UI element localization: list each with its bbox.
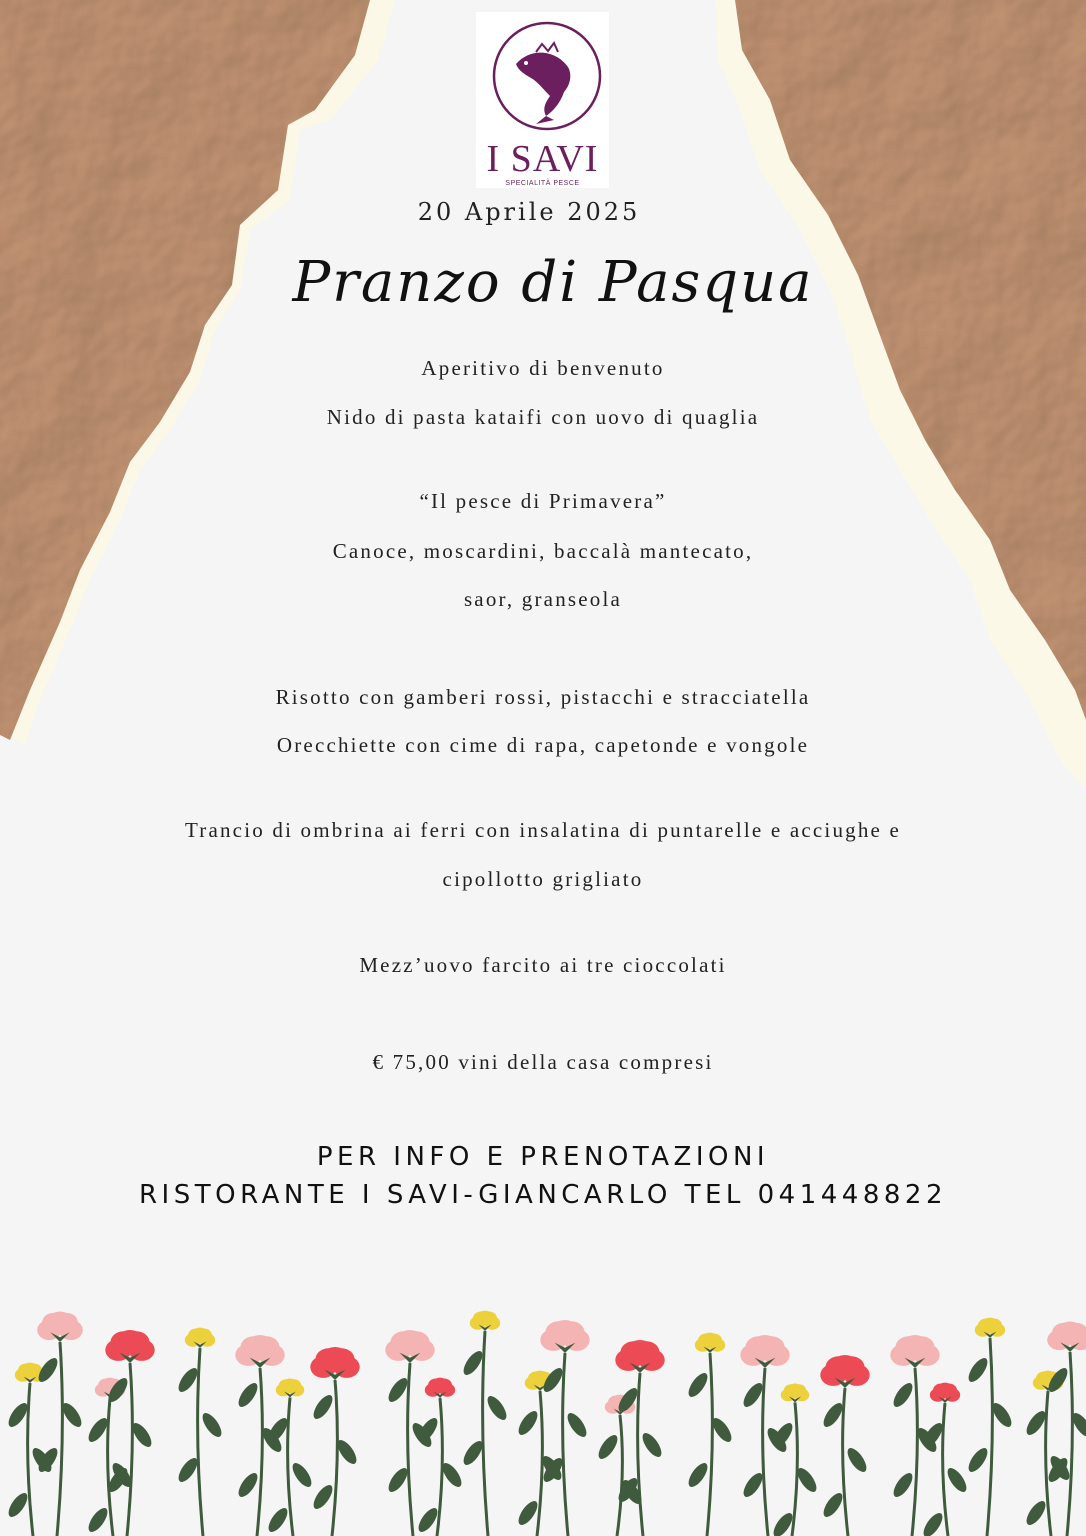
fish-logo-icon (476, 12, 609, 142)
flower-icon (35, 1312, 85, 1536)
menu-item: Mezz’uovo farcito ai tre cioccolati (359, 953, 727, 977)
menu-item: Canoce, moscardini, baccalà mantecato, (332, 539, 754, 563)
flower-icon (965, 1318, 1015, 1536)
flower-icon (515, 1371, 565, 1536)
logo (476, 12, 609, 188)
flower-icon (265, 1378, 315, 1536)
flower-icon (415, 1378, 465, 1536)
menu-item: Nido di pasta kataifi con uovo di quaglia (326, 405, 760, 429)
menu-item: cipollotto grigliato (442, 867, 644, 891)
menu-item: Trancio di ombrina ai ferri con insalatina di puntarelle e acciughe e (184, 818, 902, 842)
flower-icon (310, 1347, 360, 1536)
contact-phone: RISTORANTE I SAVI-GIANCARLO TEL 041448822 (138, 1180, 948, 1210)
page-title (0, 250, 1086, 315)
flower-icon (175, 1328, 225, 1536)
flower-icon (820, 1355, 870, 1536)
price-line: € 75,00 vini della casa compresi (372, 1050, 714, 1074)
menu-item: “Il pesce di Primavera” (419, 489, 667, 513)
flower-icon (105, 1330, 155, 1536)
event-date-text: 20 Aprile 2025 (417, 198, 641, 226)
flower-icon (460, 1311, 510, 1536)
flower-icon (685, 1333, 735, 1536)
flower-icon (770, 1383, 820, 1536)
contact-heading: PER INFO E PRENOTAZIONI (316, 1142, 770, 1172)
page-title-text: Pranzo di Pasqua (292, 250, 814, 315)
event-date (0, 198, 1086, 226)
flower-icon (920, 1383, 970, 1536)
logo-name: I SAVI (486, 138, 599, 180)
flower-icon (1045, 1322, 1086, 1536)
flower-icon (1023, 1371, 1073, 1536)
menu-item: Aperitivo di benvenuto (421, 356, 665, 380)
flower-icon (540, 1320, 590, 1536)
menu-item: saor, granseola (463, 587, 623, 611)
logo-subtitle: SPECIALITÀ PESCE (505, 180, 580, 187)
flower-icon (5, 1363, 55, 1536)
menu-item: Risotto con gamberi rossi, pistacchi e stracciatella (275, 685, 811, 709)
menu-item: Orecchiette con cime di rapa, capetonde e vongole (276, 733, 810, 757)
flower-border (0, 1295, 1086, 1536)
